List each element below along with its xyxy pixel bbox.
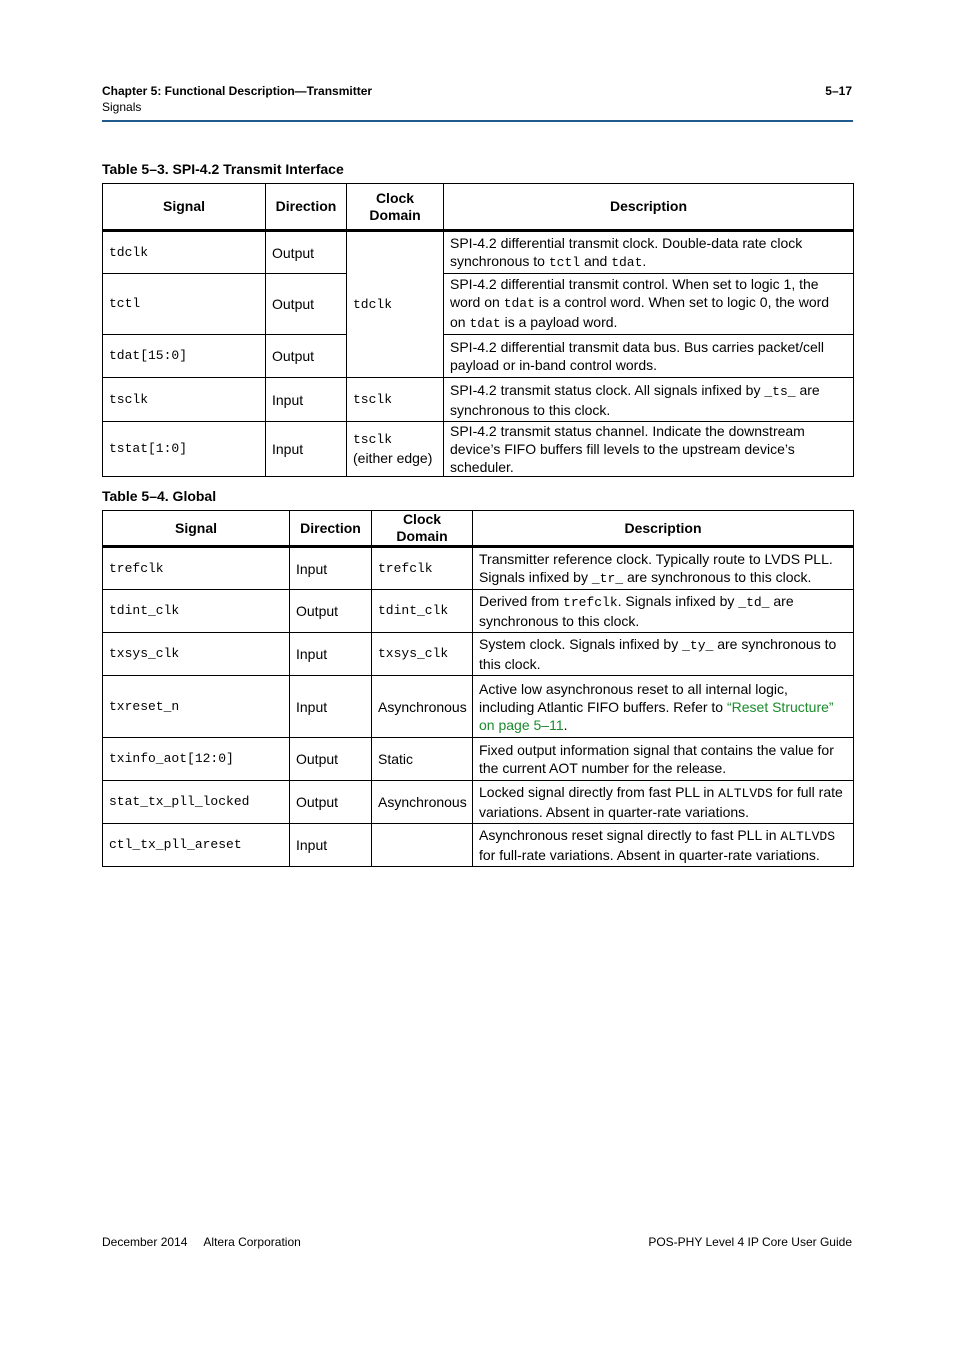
footer-date: December 2014 — [102, 1235, 188, 1249]
direction-cell: Input — [290, 633, 372, 676]
clock-domain-note: (either edge) — [353, 450, 433, 466]
table-row — [103, 378, 854, 422]
column-header-description: Description — [473, 511, 854, 547]
signal-cell: tdat[15:0] — [103, 335, 266, 378]
table-header-row — [103, 511, 854, 547]
header-chapter-title: Chapter 5: Functional Description—Transmitter — [102, 84, 373, 98]
signal-cell: tctl — [103, 274, 266, 335]
signal-cell: txsys_clk — [103, 633, 290, 676]
description-cell: Locked signal directly from fast PLL in ALTLVDS for full rate variations. Absent in quarter-rate variations. — [473, 781, 854, 824]
column-header-clock-domain: Clock Domain — [372, 511, 473, 547]
table-header-row — [103, 184, 854, 231]
signal-cell: stat_tx_pll_locked — [103, 781, 290, 824]
table-global — [102, 510, 854, 867]
table-caption-spi-transmit: Table 5–3. SPI-4.2 Transmit Interface — [102, 161, 344, 177]
footer-company: Altera Corporation — [203, 1235, 301, 1249]
clock-domain-cell: tdclk — [347, 231, 444, 378]
header-page-number: 5–17 — [825, 84, 852, 98]
direction-cell: Input — [266, 378, 347, 422]
header-section-name: Signals — [102, 100, 142, 114]
description-cell: Active low asynchronous reset to all internal logic, including Atlantic FIFO buffers. Refer to “Reset Structure” on page 5–11. — [473, 676, 854, 738]
clock-domain-cell: tdint_clk — [372, 590, 473, 633]
description-cell: SPI-4.2 differential transmit clock. Double-data rate clock synchronous to tctl and tdat. — [444, 231, 854, 274]
footer-left — [102, 1235, 301, 1249]
direction-cell: Input — [290, 547, 372, 590]
header-rule — [102, 120, 853, 122]
clock-domain-cell: tsclk — [347, 378, 444, 422]
description-cell: Transmitter reference clock. Typically route to LVDS PLL. Signals infixed by _tr_ are synchronous to this clock. — [473, 547, 854, 590]
clock-domain-cell — [372, 824, 473, 867]
table-row — [103, 422, 854, 477]
description-cell: SPI-4.2 transmit status clock. All signals infixed by _ts_ are synchronous to this clock. — [444, 378, 854, 422]
description-cell: Derived from trefclk. Signals infixed by _td_ are synchronous to this clock. — [473, 590, 854, 633]
table-caption-global: Table 5–4. Global — [102, 488, 217, 504]
table-row — [103, 335, 854, 378]
direction-cell: Input — [266, 422, 347, 477]
table-row — [103, 781, 854, 824]
signal-cell: txinfo_aot[12:0] — [103, 738, 290, 781]
table-row — [103, 231, 854, 274]
clock-domain-cell: txsys_clk — [372, 633, 473, 676]
clock-domain-cell: Asynchronous — [372, 781, 473, 824]
signal-cell: tdint_clk — [103, 590, 290, 633]
footer-document-title: POS-PHY Level 4 IP Core User Guide — [648, 1235, 852, 1249]
table-row — [103, 633, 854, 676]
direction-cell: Output — [290, 590, 372, 633]
direction-cell: Output — [266, 231, 347, 274]
description-cell: SPI-4.2 differential transmit control. When set to logic 1, the word on tdat is a control word. When set to logic 0, the word on tdat is a payload word. — [444, 274, 854, 335]
clock-domain-cell: trefclk — [372, 547, 473, 590]
table-spi-transmit-interface — [102, 183, 854, 477]
table-row — [103, 824, 854, 867]
clock-domain-cell: Static — [372, 738, 473, 781]
reset-structure-link[interactable]: “Reset Structure” on page 5–11 — [479, 698, 834, 733]
table-row — [103, 676, 854, 738]
direction-cell: Output — [290, 781, 372, 824]
column-header-description: Description — [444, 184, 854, 231]
clock-domain-cell — [347, 422, 444, 477]
description-cell: SPI-4.2 transmit status channel. Indicate the downstream device’s FIFO buffers fill levels to the upstream device’s scheduler. — [444, 422, 854, 477]
table-row — [103, 274, 854, 335]
direction-cell: Output — [266, 335, 347, 378]
column-header-direction: Direction — [266, 184, 347, 231]
description-cell: System clock. Signals infixed by _ty_ are synchronous to this clock. — [473, 633, 854, 676]
signal-cell: tsclk — [103, 378, 266, 422]
direction-cell: Input — [290, 824, 372, 867]
description-cell: Asynchronous reset signal directly to fast PLL in ALTLVDS for full-rate variations. Absent in quarter-rate variations. — [473, 824, 854, 867]
signal-cell: ctl_tx_pll_areset — [103, 824, 290, 867]
column-header-direction: Direction — [290, 511, 372, 547]
direction-cell: Output — [290, 738, 372, 781]
table-row — [103, 590, 854, 633]
signal-cell: tdclk — [103, 231, 266, 274]
column-header-clock-domain: Clock Domain — [347, 184, 444, 231]
signal-cell: trefclk — [103, 547, 290, 590]
description-cell: Fixed output information signal that contains the value for the current AOT number for the release. — [473, 738, 854, 781]
description-cell: SPI-4.2 differential transmit data bus. Bus carries packet/cell payload or in-band control words. — [444, 335, 854, 378]
signal-cell: txreset_n — [103, 676, 290, 738]
clock-domain-cell: Asynchronous — [372, 676, 473, 738]
signal-cell: tstat[1:0] — [103, 422, 266, 477]
table-row — [103, 547, 854, 590]
column-header-signal: Signal — [103, 184, 266, 231]
table-row — [103, 738, 854, 781]
column-header-signal: Signal — [103, 511, 290, 547]
direction-cell: Input — [290, 676, 372, 738]
clock-domain-value: tsclk — [353, 432, 393, 447]
direction-cell: Output — [266, 274, 347, 335]
